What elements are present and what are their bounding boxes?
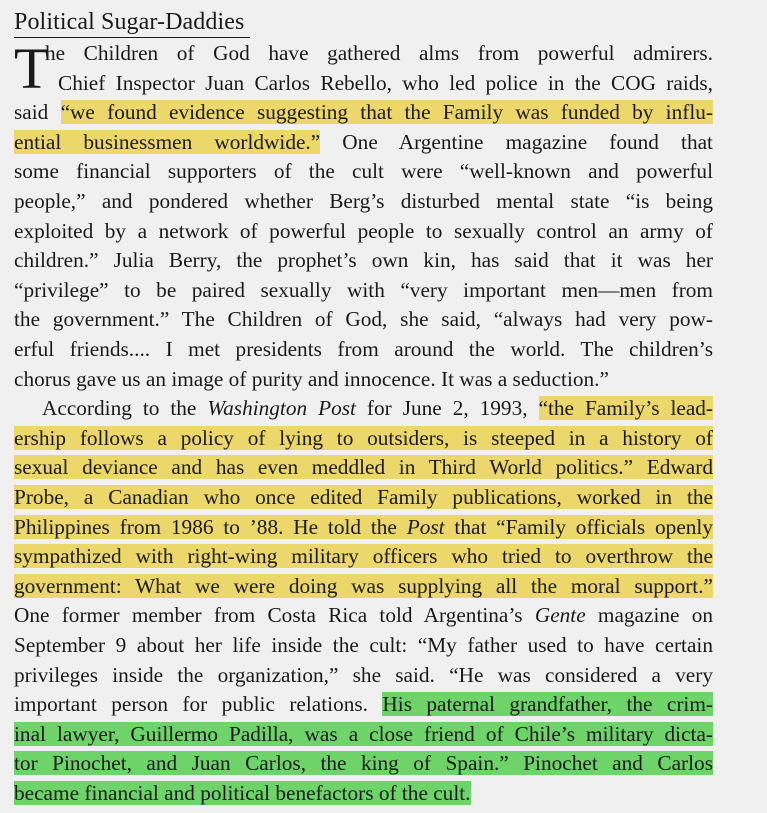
text-line <box>14 720 713 749</box>
text-line <box>14 749 713 778</box>
highlighted-text: became financial and political benefactors of the cult. <box>14 781 471 805</box>
text-line <box>14 513 713 542</box>
highlighted-text: Probe, a Canadian who once edited Family publications, worked in the <box>14 485 713 509</box>
text-line <box>14 483 713 512</box>
drop-cap: T <box>14 36 50 101</box>
text-span: for June 2, 1993, <box>355 396 539 421</box>
highlighted-text: “the Family’s lead- <box>538 396 714 421</box>
text-span: magazine on <box>585 603 713 628</box>
text-span: Gente <box>534 603 586 628</box>
highlighted-text: sexual deviance and has even meddled in Third World politics.” Edward <box>14 455 713 480</box>
section-heading <box>14 8 244 36</box>
text-line <box>14 98 713 127</box>
section-heading-text: Political Sugar-Daddies <box>14 9 245 35</box>
text-span: important person for public relations. <box>14 692 383 717</box>
text-line <box>45 39 713 68</box>
highlighted-text: government: What we were doing was supplying all the moral support.” <box>14 573 713 598</box>
text-line <box>58 69 713 98</box>
text-span: people,” and pondered whether Berg’s disturbed mental state “is being <box>14 189 713 213</box>
heading-underline <box>14 37 250 38</box>
highlighted-text: inal lawyer, Guillermo Padilla, was a close friend of Chile’s military dicta- <box>14 721 713 746</box>
text-line <box>14 394 713 423</box>
text-span: According to the <box>42 396 208 421</box>
text-line <box>14 157 713 186</box>
text-line <box>14 424 713 453</box>
text-span: chorus gave us an image of purity and innocence. It was a seduction.” <box>14 366 609 391</box>
highlighted-text: Post <box>406 514 445 539</box>
text-line <box>14 335 713 364</box>
highlighted-text: His paternal grandfather, the crim- <box>382 692 713 717</box>
text-span: children.” Julia Berry, the prophet’s own kin, has said that it was her <box>14 248 713 273</box>
text-span: One Argentine magazine found that <box>320 129 713 154</box>
highlighted-text: tor Pinochet, and Juan Carlos, the king of Spain.” Pinochet and Carlos <box>14 751 713 776</box>
text-span: One former member from Costa Rica told Argentina’s <box>14 603 535 628</box>
text-line <box>14 453 713 482</box>
text-span: he Children of God have gathered alms from powerful admirers. <box>45 41 713 65</box>
text-line <box>14 631 713 660</box>
text-line <box>14 572 713 601</box>
text-line <box>14 690 713 719</box>
text-line <box>14 128 713 157</box>
text-line <box>14 542 713 571</box>
highlighted-text: ential businessmen worldwide.” <box>14 129 321 154</box>
text-span: Chief Inspector Juan Carlos Rebello, who led police in the COG raids, <box>58 70 713 95</box>
text-line <box>14 187 713 216</box>
text-span: privileges inside the organization,” she said. “He was considered a very <box>14 662 713 687</box>
text-line <box>14 365 713 394</box>
text-line <box>14 661 713 690</box>
text-span: erful friends.... I met presidents from around the world. The children’s <box>14 337 713 361</box>
text-span: “privilege” to be paired sexually with “very important men—men from <box>14 277 713 302</box>
text-span: exploited by a network of powerful people to sexually control an army of <box>14 218 713 243</box>
text-span: the government.” The Children of God, she said, “always had very pow- <box>14 307 713 332</box>
text-line <box>14 305 713 334</box>
text-span: said <box>14 100 61 125</box>
text-span: September 9 about her life inside the cult: “My father used to have certain <box>14 633 713 657</box>
highlighted-text: “we found evidence suggesting that the Family was funded by influ- <box>60 100 713 125</box>
text-line <box>14 246 713 275</box>
text-line <box>14 276 713 305</box>
text-span: some financial supporters of the cult were “well-known and powerful <box>14 159 713 184</box>
highlighted-text: sympathized with right-wing military officers who tried to overthrow the <box>14 544 713 569</box>
highlighted-text: that “Family officials openly <box>444 514 713 539</box>
text-line <box>14 217 713 246</box>
highlighted-text: Philippines from 1986 to ’88. He told the <box>14 514 407 539</box>
text-line <box>14 779 713 808</box>
highlighted-text: ership follows a policy of lying to outsiders, is steeped in a history of <box>14 425 713 450</box>
text-span: Washington Post <box>207 396 356 421</box>
text-line <box>14 601 713 630</box>
